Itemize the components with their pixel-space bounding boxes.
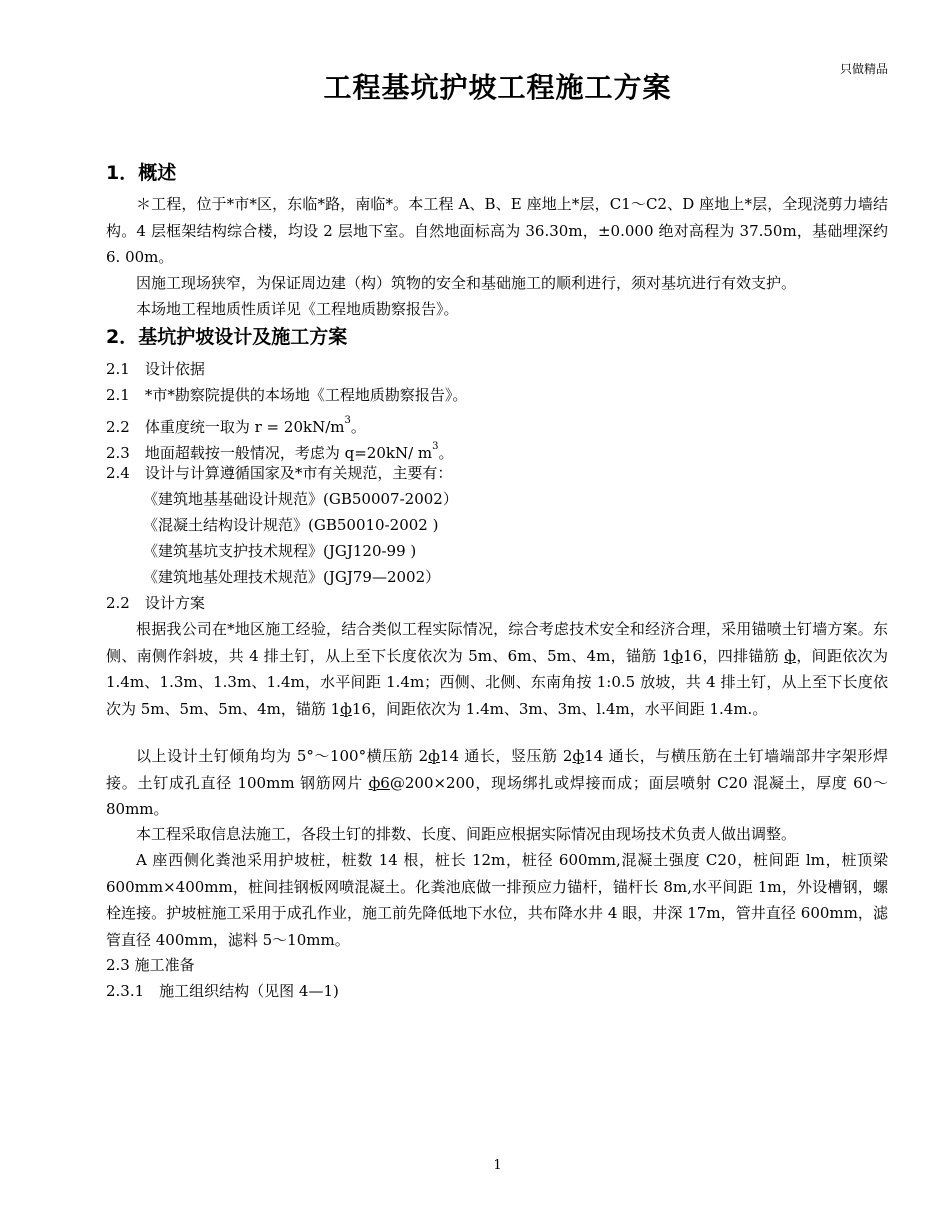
item-2-3-tail: 。 bbox=[438, 444, 454, 462]
item-2-3-preparation: 2.3 施工准备 bbox=[106, 956, 195, 974]
rebar-symbol: ф bbox=[340, 699, 352, 718]
rebar-symbol: ф bbox=[671, 646, 684, 665]
header-note: 只做精品 bbox=[839, 62, 888, 76]
overview-paragraph-3: 本场地工程地质性质详见《工程地质勘察报告》。 bbox=[136, 300, 459, 318]
reference-item: 《建筑地基处理技术规范》(JGJ79—2002） bbox=[143, 568, 441, 586]
document-title: 工程基坑护坡工程施工方案 bbox=[323, 71, 672, 104]
reference-item: 《建筑基坑支护技术规程》(JGJ120-99 ) bbox=[143, 542, 417, 560]
text-run: @200×200，现场绑扎或焊接而成；面层喷射 C20 混凝土，厚度 60～80mm。 bbox=[106, 773, 888, 818]
item-2-3-text: 2.3 地面超载按一般情况，考虑为 q=20kN/ m bbox=[106, 444, 433, 462]
text-run: 16，间距依次为 1.4m、3m、3m、l.4m，水平间距 1.4m.。 bbox=[351, 699, 768, 718]
design-paragraph-c: 本工程采取信息法施工，各段土钉的排数、长度、间距应根据实际情况由现场技术负责人做出调整。 bbox=[136, 825, 797, 843]
reference-item: 《混凝土结构设计规范》(GB50010-2002 ) bbox=[143, 516, 439, 534]
text-run: 以上设计土钉倾角均为 5°～100°横压筋 2 bbox=[136, 747, 429, 765]
text-run: 14 通长，与横压筋在土钉墙端部井字架形焊接。土钉成孔直径 100mm 钢筋网片 bbox=[106, 747, 888, 792]
overview-paragraph-1: ＊工程，位于*市*区，东临*路，南临*。本工程 A、B、E 座地上*层，C1～C2、D 座地上*层，全现浇剪力墙结构。4 层框架结构综合楼，均设 2 层地下室。自然地面标高为 36.30m，±0.000 绝对高程为 37.50m，基础埋深约 6. 00m。 bbox=[106, 195, 888, 266]
item-2-1-report: 2.1 *市*勘察院提供的本场地《工程地质勘察报告》。 bbox=[106, 386, 468, 404]
item-2-3-1-organization: 2.3.1 施工组织结构（见图 4—1) bbox=[106, 982, 339, 1000]
design-paragraph-a bbox=[106, 616, 888, 722]
item-2-4-codes: 2.4 设计与计算遵循国家及*市有关规范，主要有： bbox=[106, 464, 453, 482]
reference-item: 《建筑地基基础设计规范》(GB50007-2002） bbox=[143, 490, 458, 508]
overview-paragraph-2: 因施工现场狭窄，为保证周边建（构）筑物的安全和基础施工的顺利进行，须对基坑进行有效支护。 bbox=[136, 274, 797, 292]
section-heading-overview: 1．概述 bbox=[106, 162, 177, 184]
rebar-symbol: ф bbox=[572, 747, 585, 765]
text-run: 16，四排锚筋 bbox=[683, 646, 785, 665]
item-2-1: 2.1 设计依据 bbox=[106, 360, 205, 378]
item-2-2-text: 2.2 体重度统一取为 r = 20kN/m bbox=[106, 418, 345, 436]
superscript: 3 bbox=[432, 441, 439, 452]
item-2-3-load bbox=[106, 437, 454, 463]
design-paragraph-b bbox=[106, 743, 888, 823]
text-run: 14 通长，竖压筋 2 bbox=[439, 747, 573, 765]
item-2-2-density bbox=[106, 411, 366, 437]
rebar-symbol: ф bbox=[784, 646, 796, 665]
item-2-2-tail: 。 bbox=[350, 418, 366, 436]
rebar-symbol: ф bbox=[428, 747, 440, 765]
text-run: 根据我公司在*地区施工经验，结合类似工程实际情况，综合考虑技术安全和经济合理，采用锚喷土钉墙方案。东侧、南侧作斜坡，共 4 排土钉，从上至下长度依次为 5m、6m、5m、4m，锚筋 1 bbox=[106, 620, 888, 665]
section-heading-design: 2．基坑护坡设计及施工方案 bbox=[106, 326, 348, 348]
design-paragraph-d: A 座西侧化粪池采用护坡桩，桩数 14 根，桩长 12m，桩径 600mm,混凝土强度 C20，桩间距 lm，桩顶梁 600mm×400mm，桩间挂钢板网喷混凝土。化粪池底做一排预应力锚杆，锚杆长 8m,水平间距 1m，外设槽钢，螺栓连接。护坡桩施工采用于成孔作业，施工前先降低地下水位，共布降水井 4 眼，井深 17m，管井直径 600mm，滤管直径 400mm，滤料 5～10mm。 bbox=[106, 851, 888, 949]
rebar-symbol: ф6 bbox=[368, 773, 390, 792]
page-number: 1 bbox=[493, 1158, 502, 1173]
superscript: 3 bbox=[344, 415, 351, 426]
item-2-2-design-plan: 2.2 设计方案 bbox=[106, 594, 205, 612]
text-run: ，间距依次为 1.4m、1.3m、1.3m、1.4m，水平间距 1.4m；西侧、北侧、东南角按 1:0.5 放坡，共 4 排土钉，从上至下长度依次为 5m、5m、5m、4m，锚筋 1 bbox=[106, 646, 888, 718]
